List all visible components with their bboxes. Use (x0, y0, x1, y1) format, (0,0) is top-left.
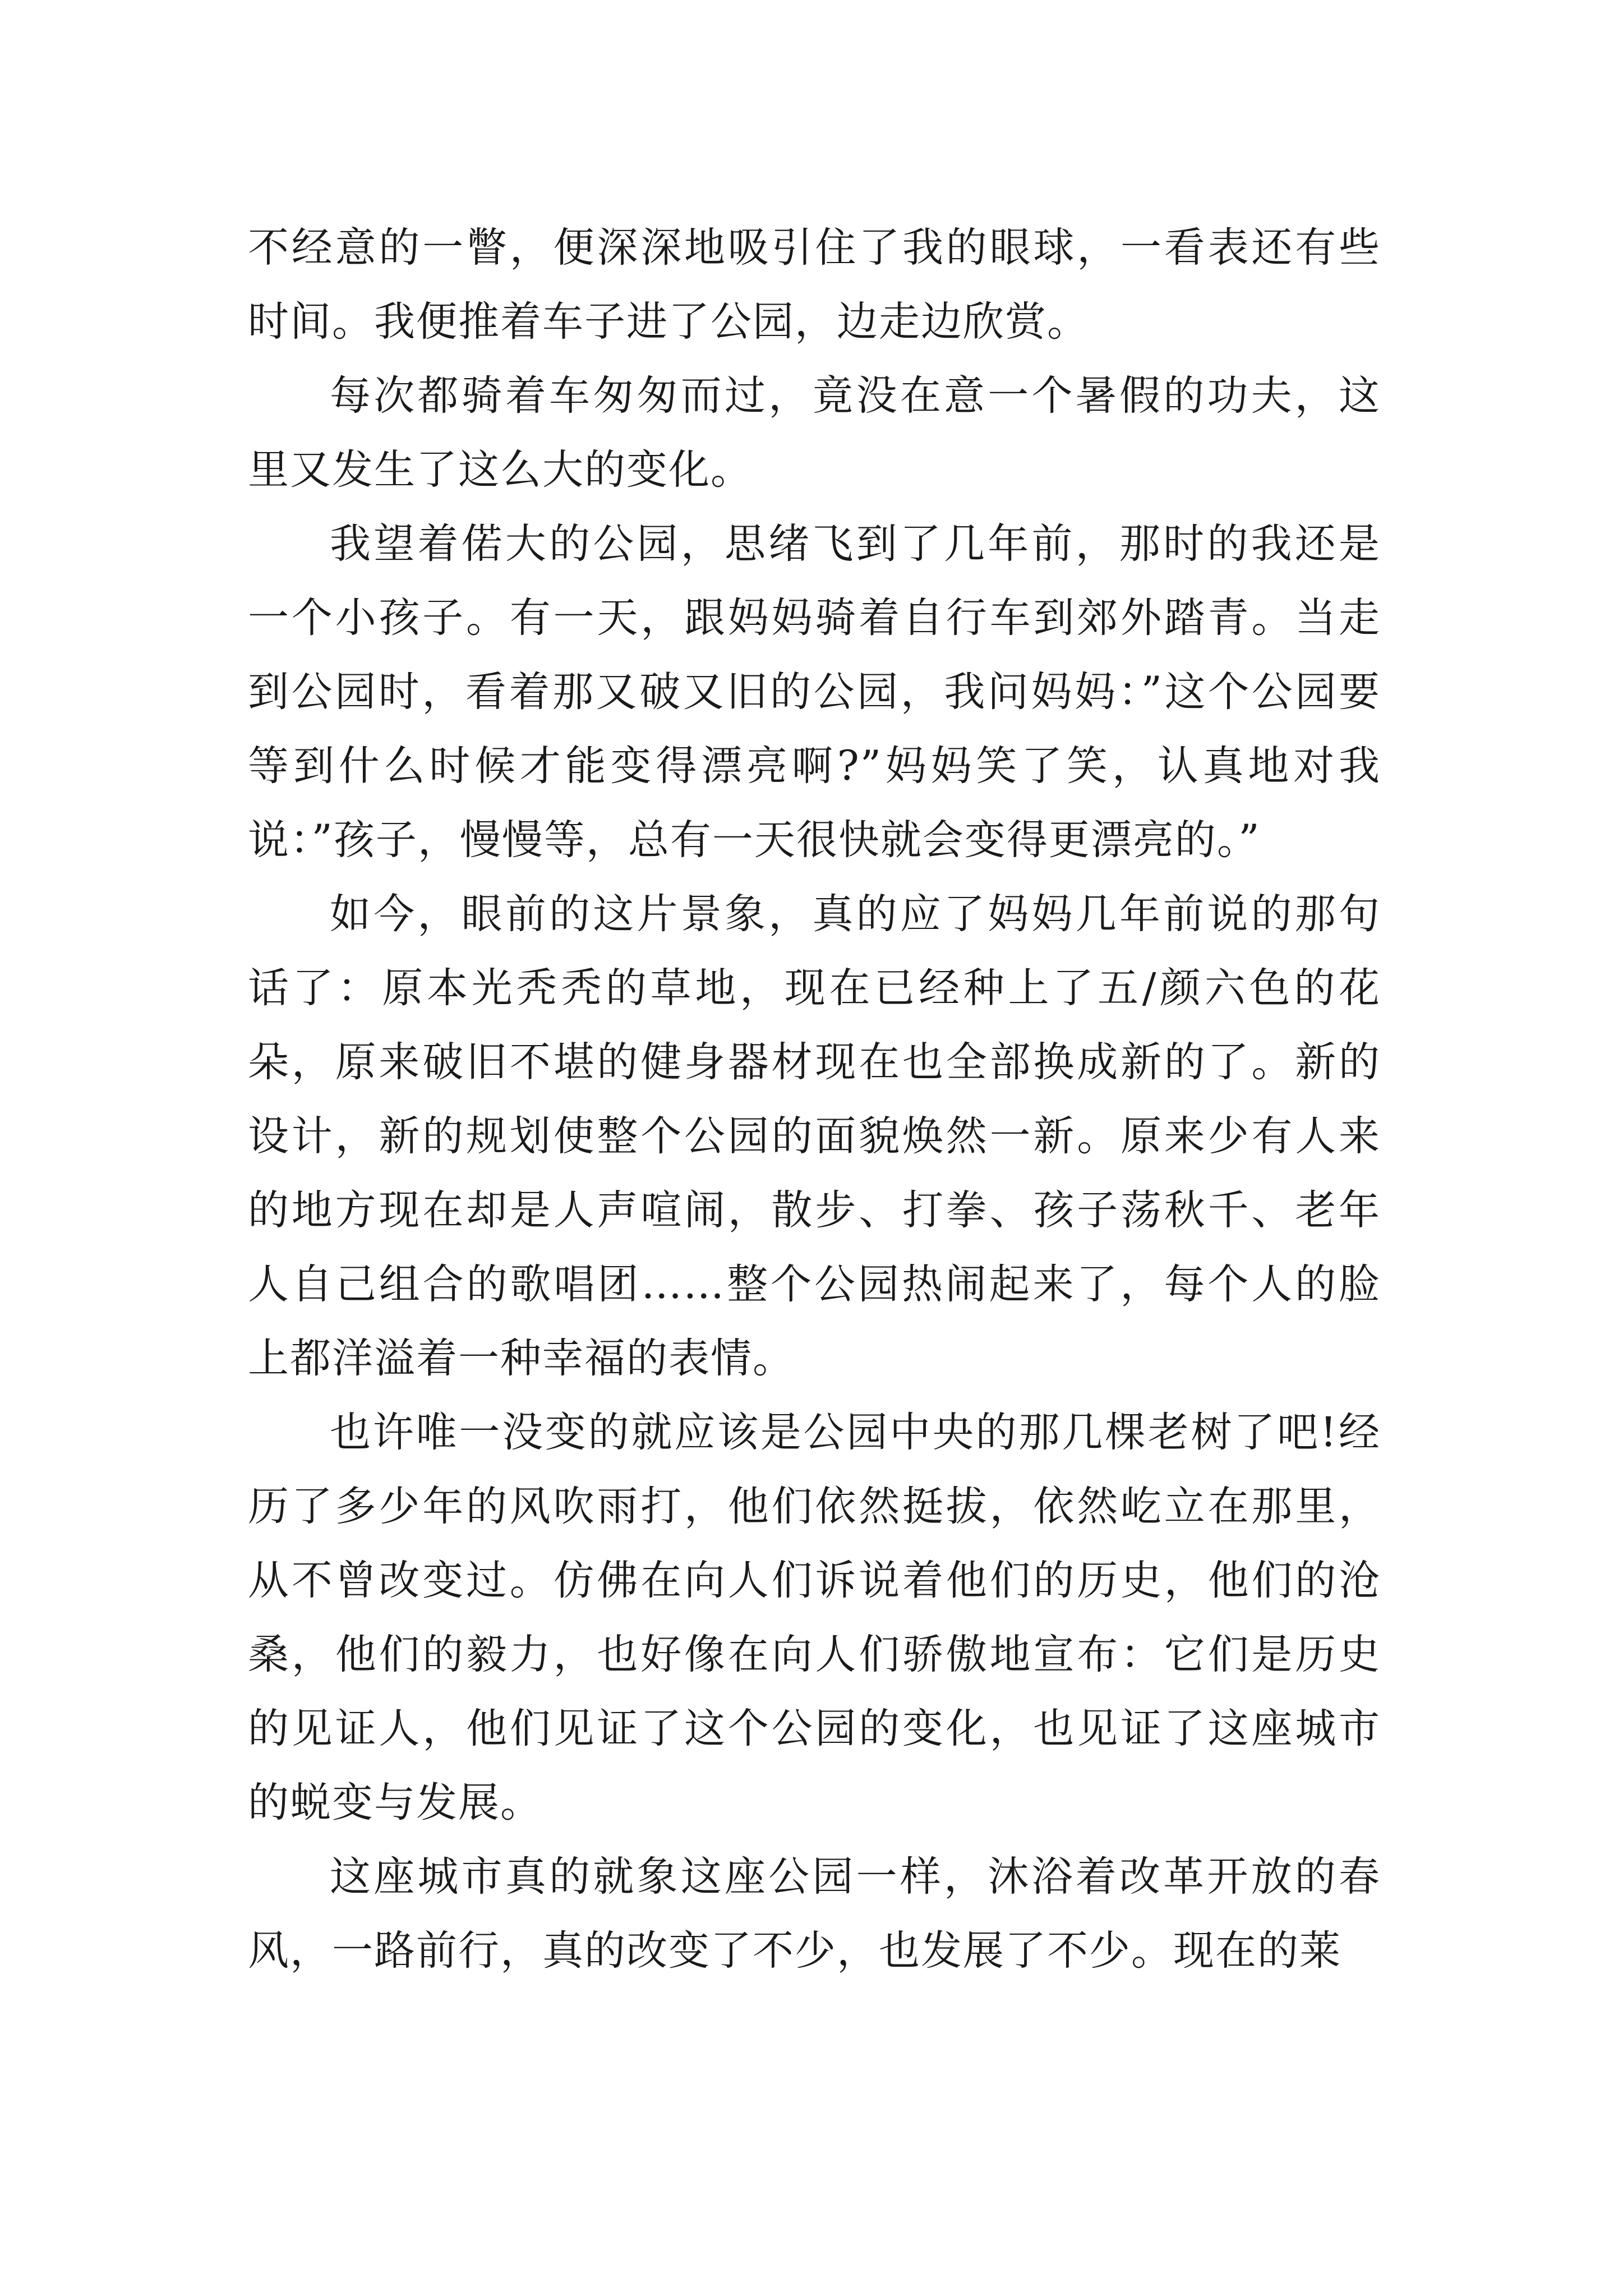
document-body (248, 211, 1381, 1988)
paragraph-5: 也许唯一没变的就应该是公园中央的那几棵老树了吧!经历了多少年的风吹雨打，他们依然挺拔，依然屹立在那里，从不曾改变过。仿佛在向人们诉说着他们的历史，他们的沧桑，他们的毅力，也好像在向人们骄傲地宣布：它们是历史的见证人，他们见证了这个公园的变化，也见证了这座城市的蜕变与发展。 (248, 1409, 1381, 1826)
paragraph-2: 每次都骑着车匆匆而过，竟没在意一个暑假的功夫，这里又发生了这么大的变化。 (248, 372, 1381, 494)
paragraph-3: 我望着偌大的公园，思绪飞到了几年前，那时的我还是一个小孩子。有一天，跟妈妈骑着自行车到郊外踏青。当走到公园时，看着那又破又旧的公园，我问妈妈：”这个公园要等到什么时候才能变得漂亮啊?”妈妈笑了笑，认真地对我说：”孩子，慢慢等，总有一天很快就会变得更漂亮的。” (248, 520, 1381, 864)
paragraph-6: 这座城市真的就象这座公园一样，沐浴着改革开放的春风，一路前行，真的改变了不少，也发展了不少。现在的莱 (248, 1853, 1381, 1975)
paragraph-4: 如今，眼前的这片景象，真的应了妈妈几年前说的那句话了：原本光秃秃的草地，现在已经种上了五/颜六色的花朵，原来破旧不堪的健身器材现在也全部换成新的了。新的设计，新的规划使整个公园的面貌焕然一新。原来少有人来的地方现在却是人声喧闹，散步、打拳、孩子荡秋千、老年人自己组合的歌唱团……整个公园热闹起来了，每个人的脸上都洋溢着一种幸福的表情。 (248, 890, 1381, 1382)
paragraph-1: 不经意的一瞥，便深深地吸引住了我的眼球，一看表还有些时间。我便推着车子进了公园，边走边欣赏。 (248, 224, 1381, 346)
